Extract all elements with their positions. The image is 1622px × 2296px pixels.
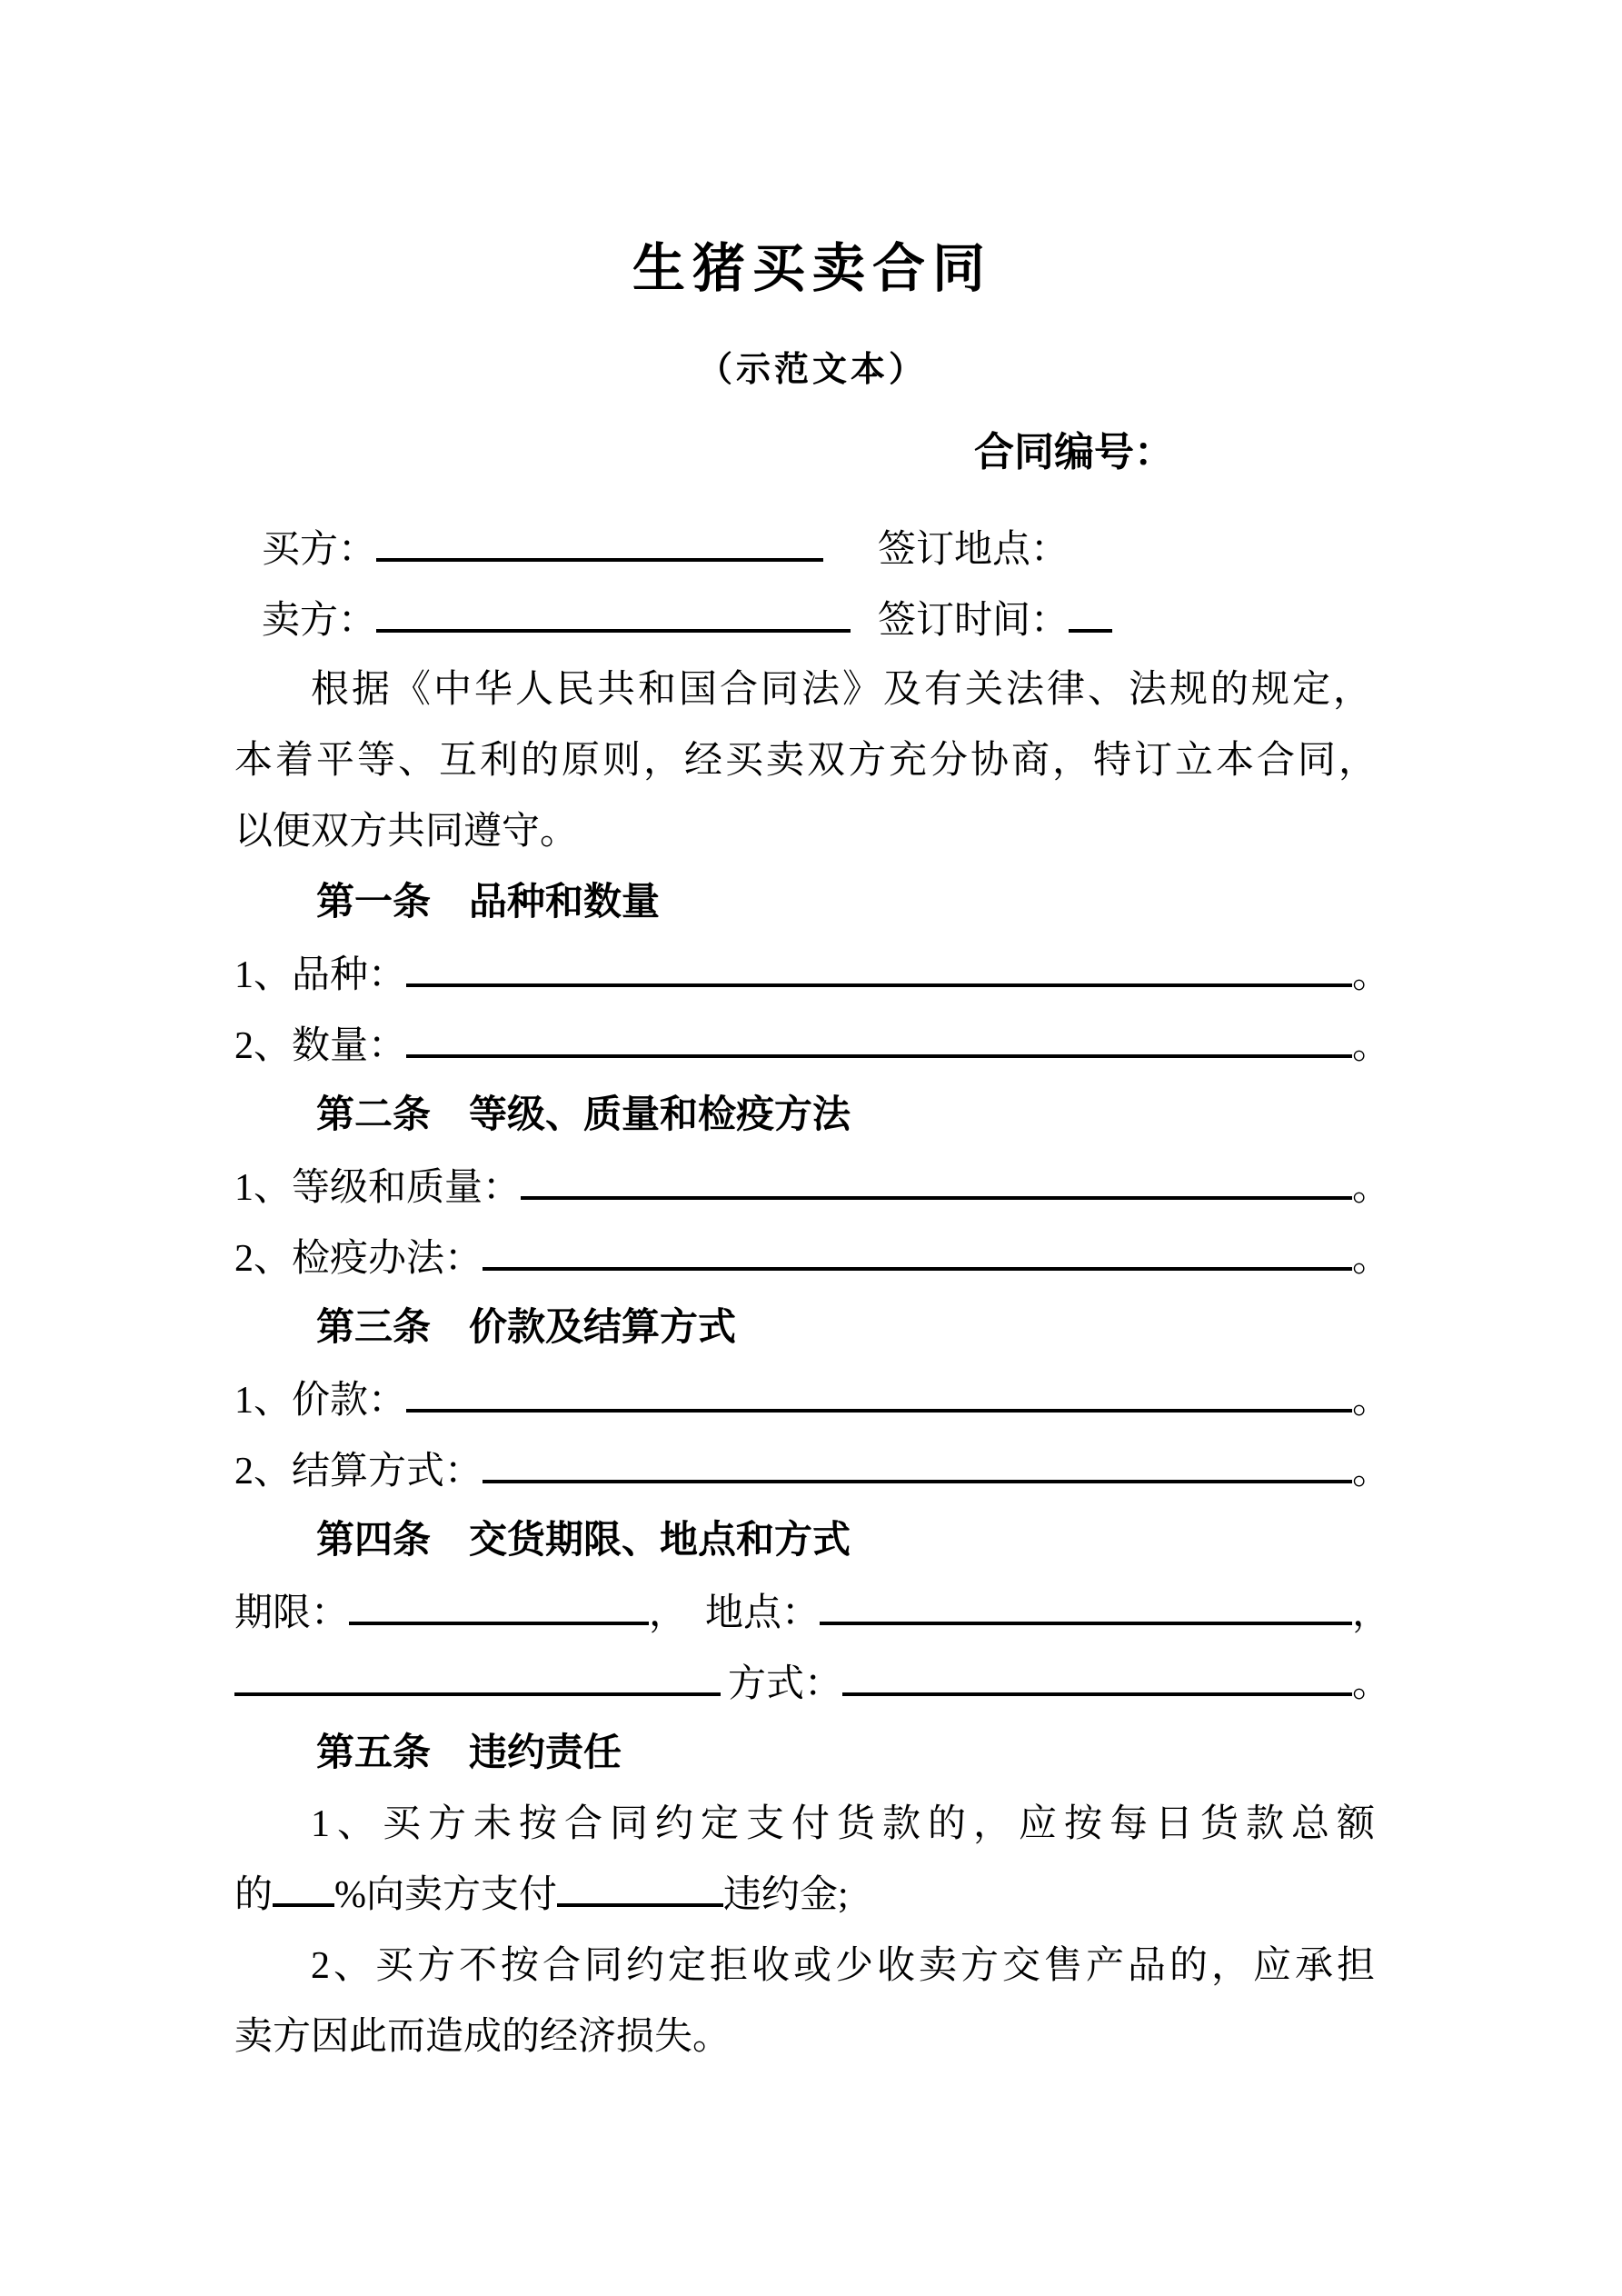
- article-4-heading: 第四条 交货期限、地点和方式: [316, 1520, 851, 1562]
- item-label: 1、等级和质量：: [234, 1167, 522, 1209]
- item-period: 。: [1351, 954, 1390, 996]
- item-label: 2、数量：: [234, 1025, 407, 1067]
- item-label: 2、结算方式：: [234, 1451, 483, 1492]
- page-title: 生猪买卖合同: [632, 239, 992, 298]
- buyer-blank-line: [376, 513, 823, 562]
- item-label: 1、价款：: [234, 1380, 407, 1422]
- delivery-term-blank-line: [349, 1576, 649, 1625]
- item-blank-line: [483, 1222, 1352, 1271]
- comma: ，: [649, 1592, 688, 1634]
- clause-text: 违约金;: [723, 1874, 849, 1916]
- item-period: 。: [1351, 1451, 1390, 1492]
- seller-row: [262, 584, 1390, 654]
- document-content: [234, 230, 1390, 2072]
- clause-text: 的: [234, 1874, 274, 1916]
- item-period: 。: [1351, 1167, 1390, 1209]
- sign-place-label: 签订地点：: [878, 529, 1070, 571]
- item-period: 。: [1351, 1380, 1390, 1422]
- delivery-term-label: 期限：: [234, 1592, 350, 1634]
- item-blank-line: [521, 1151, 1352, 1200]
- article-1-item-1: [234, 938, 1390, 1009]
- article-3-heading: 第三条 价款及结算方式: [316, 1307, 737, 1349]
- preamble-line-2: 本着平等、互利的原则，经买卖双方充分协商，特订立本合同，: [234, 740, 1380, 782]
- article-2-item-2: [234, 1222, 1390, 1293]
- comma: ，: [1351, 1592, 1390, 1634]
- article-1-item-2: [234, 1009, 1390, 1080]
- seller-group: [262, 584, 878, 656]
- article-2-heading: 第二条 等级、质量和检疫方法: [316, 1094, 851, 1136]
- article-3-item-2: [234, 1434, 1390, 1505]
- seller-label: 卖方：: [262, 600, 377, 642]
- item-label: 1、品种：: [234, 954, 407, 996]
- breach-clause-1-line-1: 1、买方未按合同约定支付货款的，应按每日货款总额: [311, 1803, 1383, 1845]
- item-period: 。: [1351, 1025, 1390, 1067]
- item-period: 。: [1351, 1238, 1390, 1280]
- item-blank-line: [483, 1434, 1352, 1483]
- breach-clause-2-line-2: 卖方因此而造成的经济损失。: [234, 2016, 731, 2058]
- article-1-heading: 第一条 品种和数量: [316, 882, 661, 923]
- buyer-row: [262, 513, 1390, 584]
- item-period: 。: [1351, 1663, 1390, 1705]
- item-label: 2、检疫办法：: [234, 1238, 483, 1280]
- page-subtitle: （示范文本）: [697, 351, 927, 389]
- sign-time-label: 签订时间：: [878, 600, 1070, 642]
- delivery-method-row: [234, 1647, 1390, 1718]
- delivery-method-blank-line: [842, 1647, 1352, 1696]
- penalty-blank-line: [557, 1902, 723, 1907]
- item-blank-line: [406, 1009, 1352, 1058]
- seller-blank-line: [376, 584, 851, 633]
- preamble-line-3: 以便双方共同遵守。: [234, 811, 579, 853]
- item-blank-line: [406, 1363, 1352, 1413]
- article-5-heading: 第五条 违约责任: [316, 1732, 622, 1774]
- delivery-term-place-row: [234, 1576, 1390, 1647]
- buyer-group: [262, 513, 878, 585]
- buyer-label: 买方：: [262, 529, 377, 571]
- clause-text: %向卖方支付: [334, 1874, 558, 1916]
- sign-time-blank-line: [1069, 584, 1112, 633]
- delivery-continuation-blank-line: [234, 1647, 721, 1696]
- delivery-method-label: 方式：: [728, 1663, 843, 1705]
- contract-number-label: 合同编号：: [974, 430, 1174, 474]
- preamble-line-1: 根据《中华人民共和国合同法》及有关法律、法规的规定，: [311, 669, 1375, 711]
- breach-clause-1-line-2: [234, 1860, 1390, 1931]
- delivery-place-blank-line: [820, 1576, 1352, 1625]
- article-2-item-1: [234, 1151, 1390, 1222]
- breach-clause-2-line-1: 2、买方不按合同约定拒收或少收卖方交售产品的，应承担: [311, 1945, 1379, 1987]
- article-3-item-1: [234, 1363, 1390, 1434]
- percentage-blank-line: [273, 1902, 334, 1907]
- item-blank-line: [406, 938, 1352, 987]
- delivery-place-label: 地点：: [705, 1592, 821, 1634]
